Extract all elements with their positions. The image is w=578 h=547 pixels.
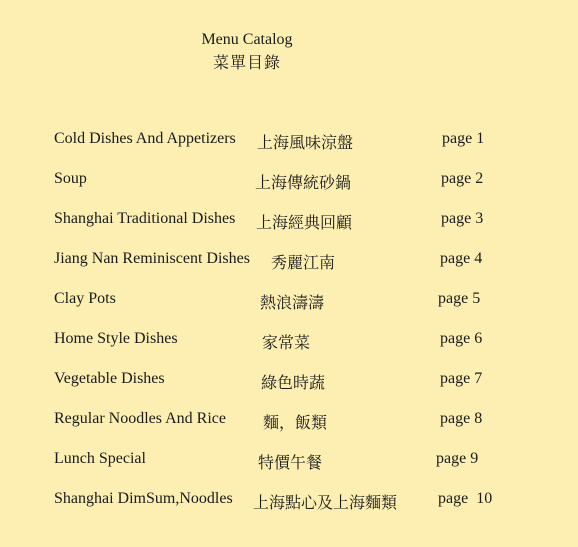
catalog-entry: [0, 170, 578, 194]
entry-chinese-name: 上海經典回顧: [256, 215, 353, 232]
entry-page-number: page 4: [440, 250, 483, 267]
entry-chinese-name: 綠色時蔬: [261, 375, 326, 392]
entry-english-name: Clay Pots: [54, 290, 116, 307]
catalog-title-english: Menu Catalog: [201, 31, 293, 48]
catalog-entry: [0, 490, 578, 514]
entry-page-number: page 10: [438, 490, 493, 507]
entry-chinese-name: 上海點心及上海麵類: [253, 495, 398, 512]
entry-english-name: Jiang Nan Reminiscent Dishes: [54, 250, 250, 267]
entry-english-name: Shanghai DimSum,Noodles: [54, 490, 233, 507]
entry-page-number: page 2: [441, 170, 484, 187]
entry-english-name: Vegetable Dishes: [54, 370, 165, 387]
catalog-entry: [0, 210, 578, 234]
catalog-title-chinese: 菜單目錄: [212, 55, 281, 72]
catalog-entry: [0, 130, 578, 154]
entry-page-number: page 6: [440, 330, 483, 347]
entry-chinese-name: 家常菜: [262, 335, 311, 352]
catalog-entry: [0, 410, 578, 434]
entry-page-number: page 3: [441, 210, 484, 227]
entry-page-number: page 5: [438, 290, 481, 307]
entry-english-name: Cold Dishes And Appetizers: [54, 130, 236, 147]
entry-english-name: Lunch Special: [54, 450, 146, 467]
catalog-entry: [0, 450, 578, 474]
entry-english-name: Soup: [54, 170, 87, 187]
catalog-entry: [0, 370, 578, 394]
entry-chinese-name: 麵，飯類: [263, 415, 328, 432]
entry-chinese-name: 特價午餐: [258, 455, 323, 472]
entry-chinese-name: 熱浪濤濤: [260, 295, 325, 312]
catalog-entry: [0, 330, 578, 354]
entry-chinese-name: 上海傳統砂鍋: [255, 175, 352, 192]
entry-page-number: page 1: [442, 130, 485, 147]
entry-page-number: page 7: [440, 370, 483, 387]
entry-chinese-name: 上海風味涼盤: [257, 135, 354, 152]
entry-english-name: Shanghai Traditional Dishes: [54, 210, 236, 227]
entry-page-number: page 9: [436, 450, 479, 467]
entry-chinese-name: 秀麗江南: [271, 255, 336, 272]
entry-english-name: Regular Noodles And Rice: [54, 410, 226, 427]
entry-page-number: page 8: [440, 410, 483, 427]
entry-english-name: Home Style Dishes: [54, 330, 178, 347]
catalog-entry: [0, 250, 578, 274]
catalog-entry: [0, 290, 578, 314]
